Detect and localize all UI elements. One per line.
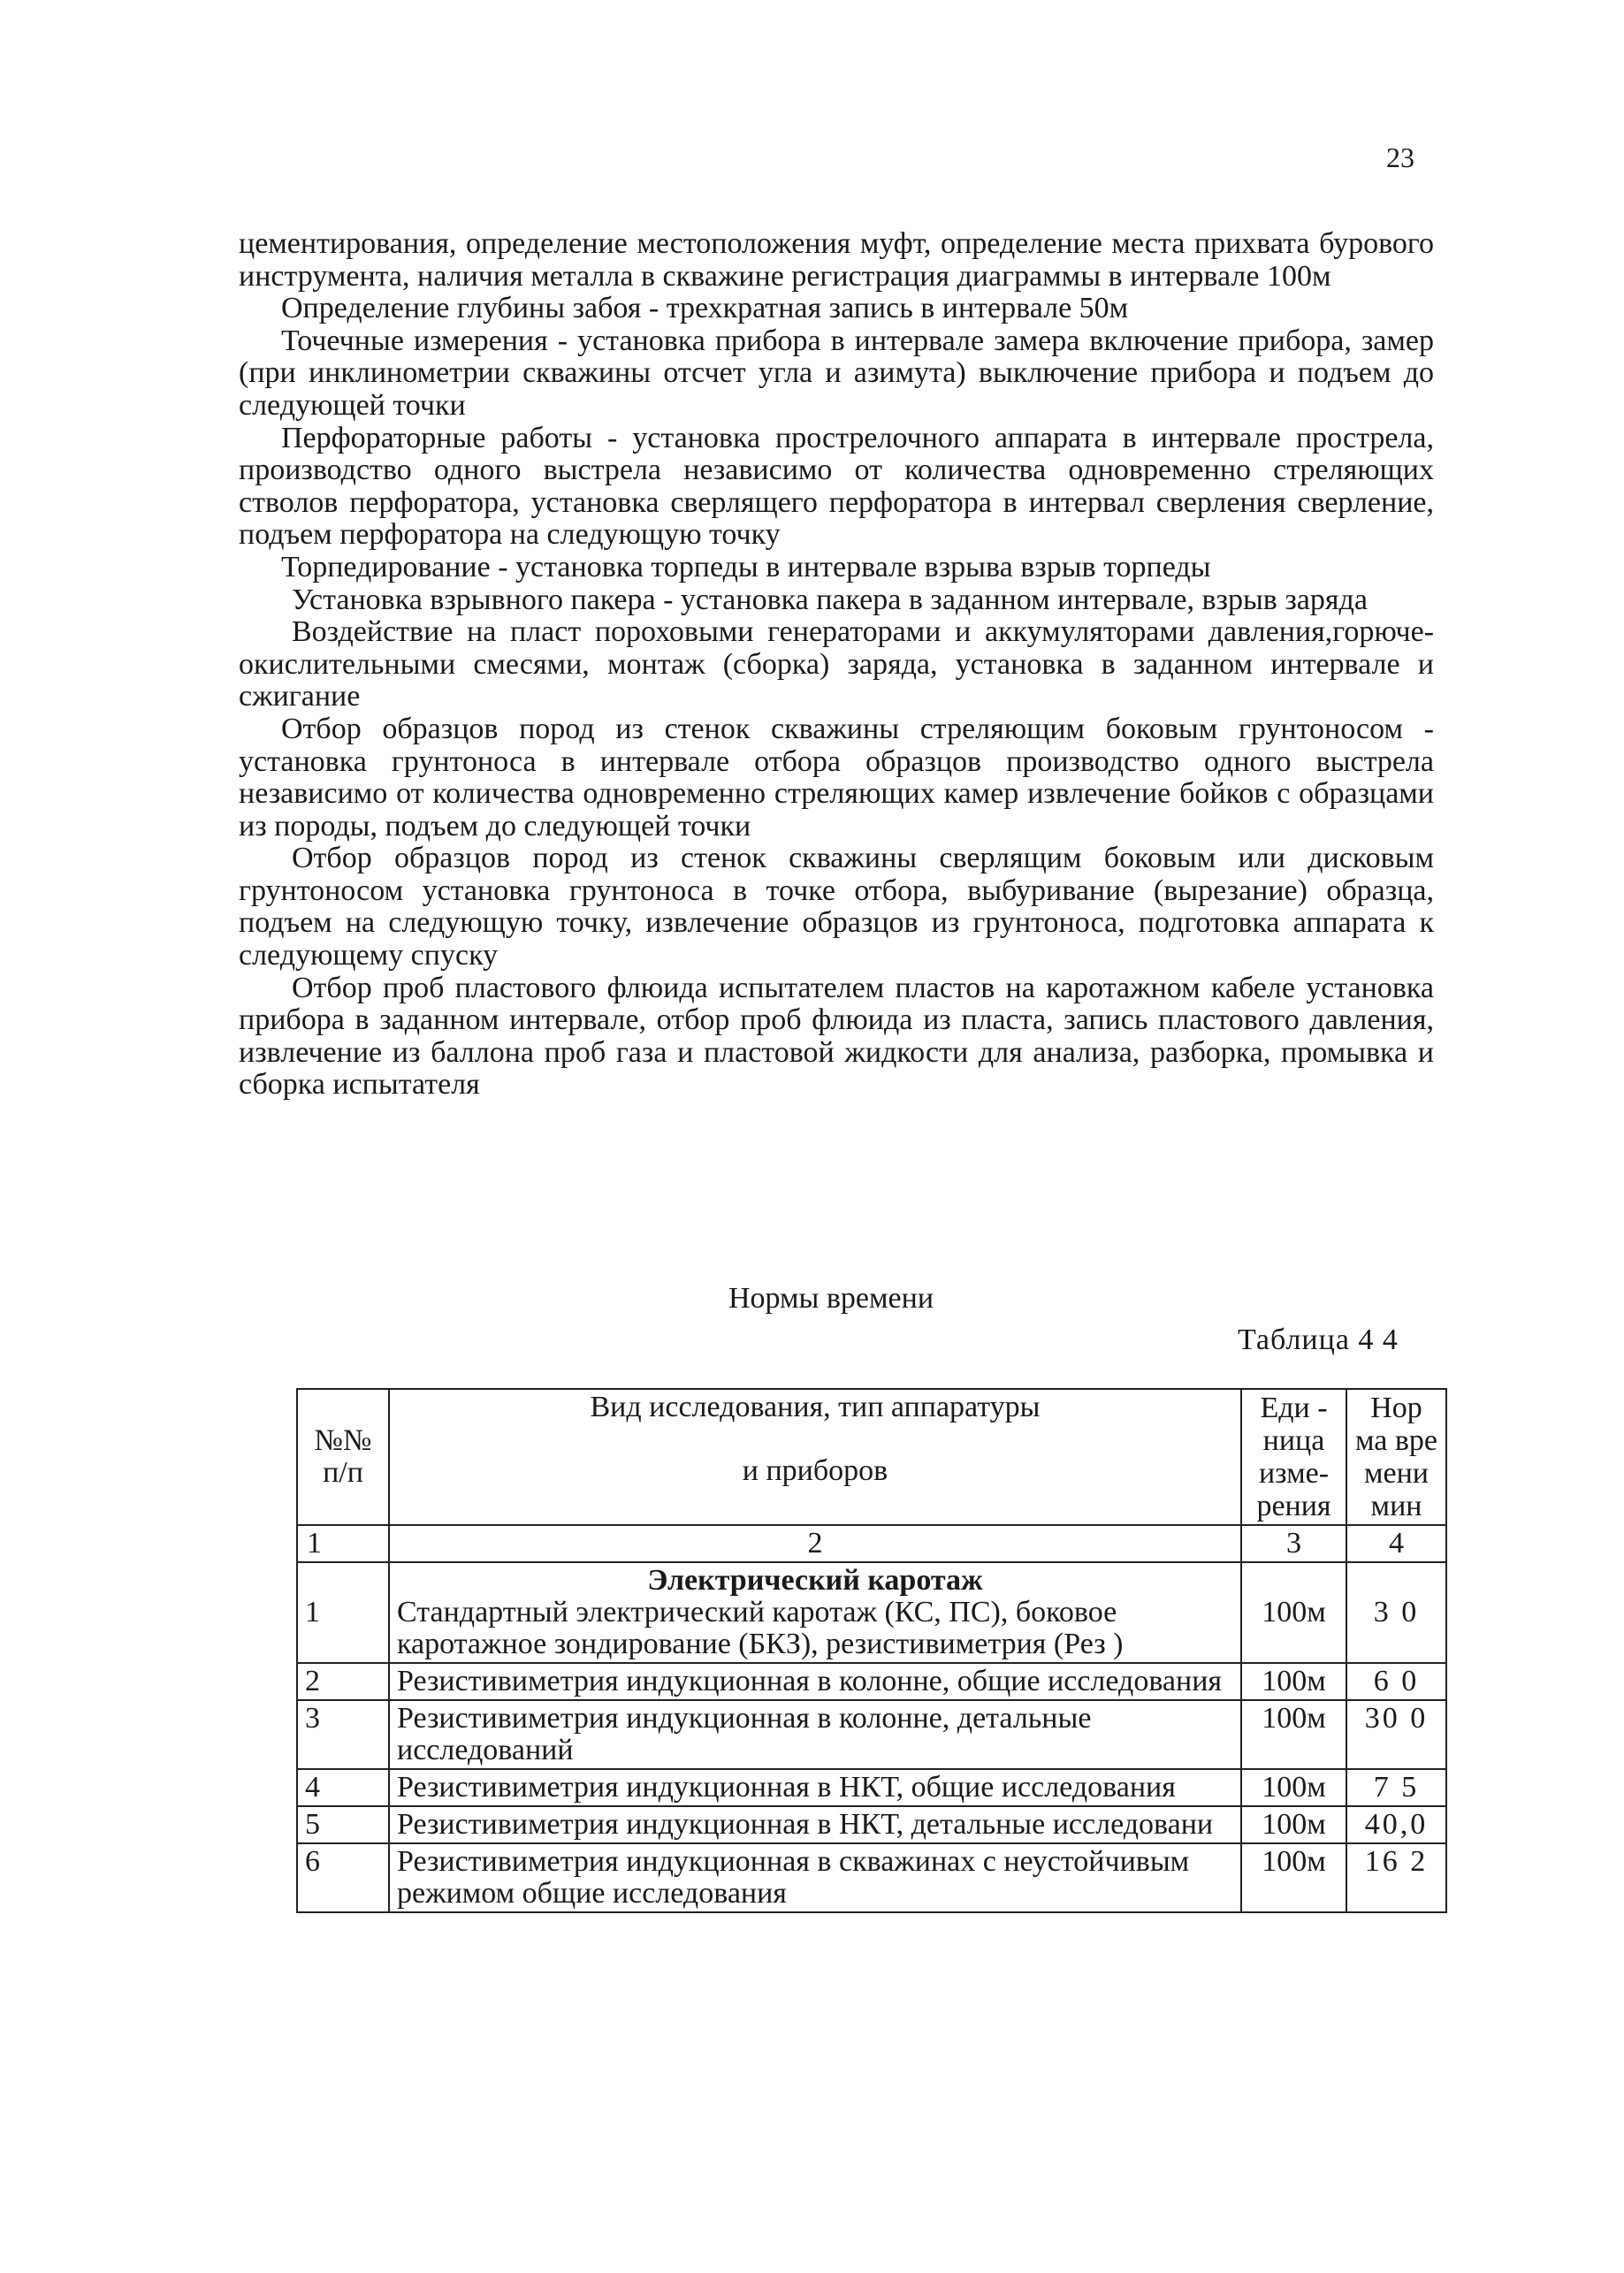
paragraph: Определение глубины забоя - трехкратная запись в интервале 50м [281,292,1129,325]
row-unit: 100м [1241,1843,1346,1912]
header-unit: Еди - ница изме- рения [1241,1389,1346,1525]
norms-table [296,1388,1447,1913]
row-unit: 100м [1241,1769,1346,1806]
row-norm: 7 5 [1346,1769,1446,1806]
row-unit: 100м [1241,1700,1346,1769]
row-norm: 6 0 [1346,1663,1446,1700]
row-norm: 16 2 [1346,1843,1446,1912]
body-text [239,228,1434,1102]
header-kind [389,1389,1241,1525]
table-row [297,1700,1446,1769]
row-num: 4 [297,1769,389,1806]
section-title: Электрический каротаж [647,1564,983,1597]
column-number: 2 [389,1525,1241,1562]
column-number: 1 [297,1525,389,1562]
page-number: 23 [1386,141,1414,173]
table-row [297,1769,1446,1806]
row-norm: 3 0 [1346,1562,1446,1663]
table-row [297,1806,1446,1843]
column-number: 3 [1241,1525,1346,1562]
row-desc: Резистивиметрия индукционная в НКТ, общие исследования [389,1769,1241,1806]
paragraph: Отбор проб пластового флюида испытателем пластов на каротажном кабеле установка прибора в заданном интервале, отбор проб флюида из пласта, запись пластового давления, извлечение из баллона проб газа и пластовой жидкости для анализа, разборка, промывка и сборка испытателя [239,971,1434,1102]
table-title: Нормы времени [728,1282,934,1315]
paragraph: Перфораторные работы - установка прострелочного аппарата в интервале прострела, производство одного выстрела независимо от количества одновременно стреляющих стволов перфоратора, установка сверлящего перфоратора в интервал сверления сверление, подъем перфоратора на следующую точку [239,421,1434,552]
row-desc [389,1562,1241,1663]
header-kind-line1: Вид исследования, тип аппаратуры [590,1391,1041,1423]
paragraph: цементирования, определение местоположения муфт, определение места прихвата бурового инструмента, наличия металла в скважине регистрация диаграммы в интервале 100м [239,227,1434,293]
row-num: 3 [297,1700,389,1769]
row-num: 6 [297,1843,389,1912]
table-row [297,1562,1446,1663]
row-desc-text: Стандартный электрический каротаж (КС, ПС), боковое каротажное зондирование (БКЗ), резистивиметрия (Рез ) [397,1596,1124,1660]
row-unit: 100м [1241,1806,1346,1843]
row-num: 2 [297,1663,389,1700]
row-desc: Резистивиметрия индукционная в колонне, общие исследования [389,1663,1241,1700]
header-norm: Нор ма вре мени мин [1346,1389,1446,1525]
header-kind-line2: и приборов [742,1454,888,1487]
column-number-row [297,1525,1446,1562]
paragraph: Установка взрывного пакера - установка пакера в заданном интервале, взрыв заряда [292,583,1368,616]
row-desc: Резистивиметрия индукционная в колонне, детальные исследований [389,1700,1241,1769]
row-desc: Резистивиметрия индукционная в НКТ, детальные исследовани [389,1806,1241,1843]
row-num: 5 [297,1806,389,1843]
row-norm: 40,0 [1346,1806,1446,1843]
row-unit: 100м [1241,1562,1346,1663]
table-row [297,1663,1446,1700]
table-row [297,1843,1446,1912]
row-desc: Резистивиметрия индукционная в скважинах с неустойчивым режимом общие исследования [389,1843,1241,1912]
row-unit: 100м [1241,1663,1346,1700]
column-number: 4 [1346,1525,1446,1562]
header-num: №№ п/п [297,1389,389,1525]
paragraph: Воздействие на пласт пороховыми генераторами и аккумуляторами давления,горюче-окислительными смесями, монтаж (сборка) заряда, установка в заданном интервале и сжигание [239,615,1434,713]
row-num: 1 [297,1562,389,1663]
paragraph: Отбор образцов пород из стенок скважины сверлящим боковым или дисковым грунтоносом установка грунтоноса в точке отбора, выбуривание (вырезание) образца, подъем на следующую точку, извлечение образцов из грунтоноса, подготовка аппарата к следующему спуску [239,842,1434,973]
paragraph: Отбор образцов пород из стенок скважины стреляющим боковым грунтоносом - установка грунтоноса в интервале отбора образцов производство одного выстрела независимо от количества одновременно стреляющих камер извлечение бойков с образцами из породы, подъем до следующей точки [239,712,1434,843]
paragraph: Торпедирование - установка торпеды в интервале взрыва взрыв торпеды [281,550,1211,584]
table-header-row [297,1389,1446,1525]
paragraph: Точечные измерения - установка прибора в интервале замера включение прибора, замер (при инклинометрии скважины отсчет угла и азимута) выключение прибора и подъем до следующей точки [239,324,1434,422]
row-norm: 30 0 [1346,1700,1446,1769]
table-label: Таблица 4 4 [1238,1323,1399,1356]
